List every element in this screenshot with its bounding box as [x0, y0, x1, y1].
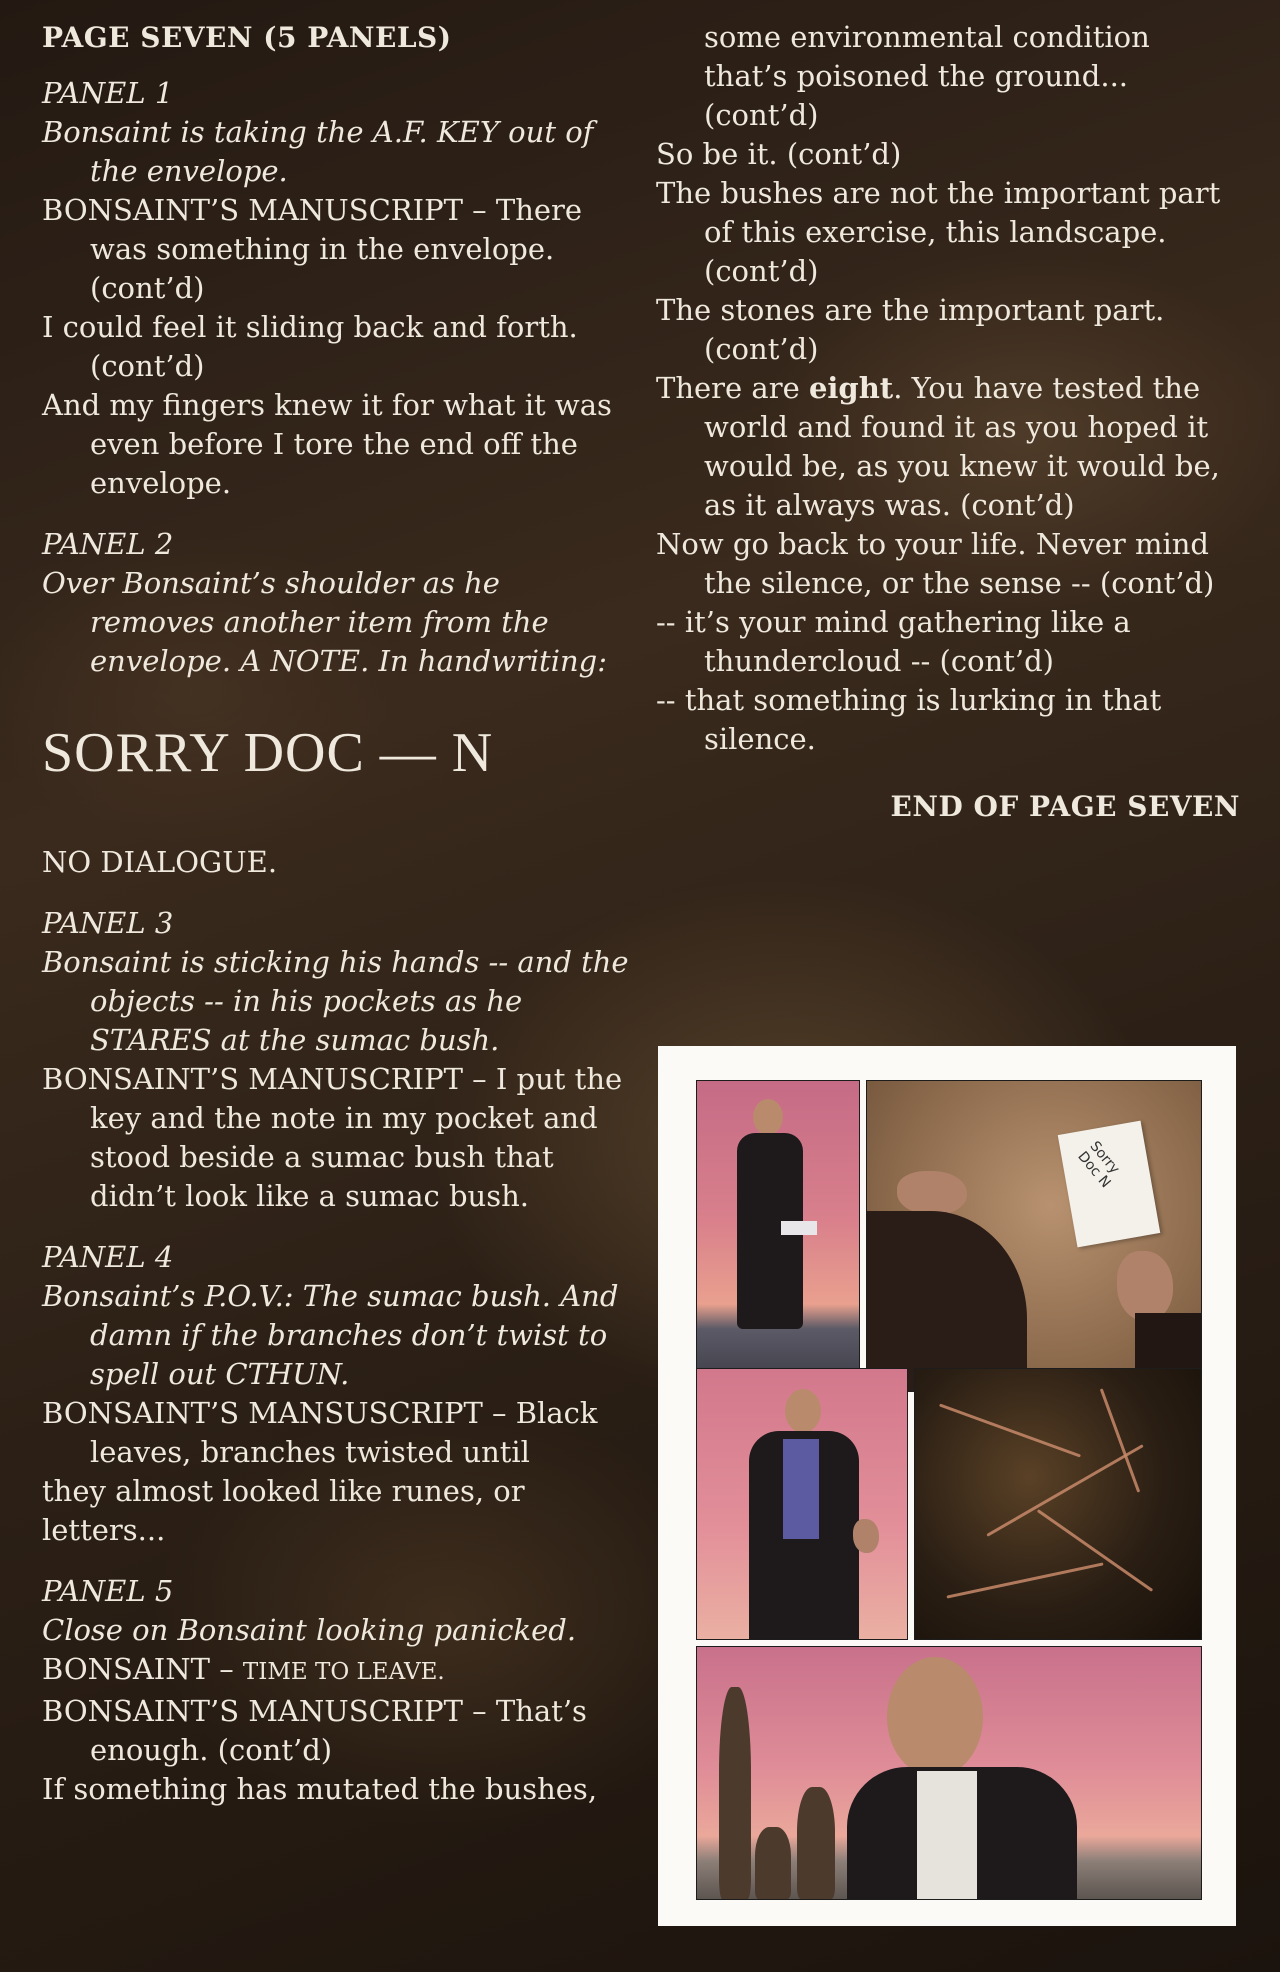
panel-3-line: BONSAINT’S MANUSCRIPT – I put the key and the note in my pocket and stood beside a sumac bush that didn’t look like a sumac bush. — [42, 1062, 623, 1213]
speaker: BONSAINT – — [42, 1652, 234, 1686]
speech: TIME TO LEAVE. — [242, 1659, 445, 1685]
panel-4-description: Bonsaint’s P.O.V.: The sumac bush. And damn if the branches don’t twist to spell out CTHUN. — [42, 1279, 619, 1391]
manuscript-line — [656, 369, 1240, 525]
manuscript-line: -- that something is lurking in that silence. — [656, 683, 1162, 756]
continued-line: some environmental condition that’s poisoned the ground... (cont’d) — [704, 20, 1150, 132]
comic-panel-2 — [866, 1080, 1202, 1392]
manuscript-line: Now go back to your life. Never mind the silence, or the sense -- (cont’d) — [656, 527, 1215, 600]
panel-2-description: Over Bonsaint’s shoulder as he removes another item from the envelope. A NOTE. In handwriting: — [42, 566, 608, 678]
left-column — [42, 18, 632, 1809]
manuscript-line: So be it. (cont’d) — [656, 137, 902, 171]
panel-5-line: If something has mutated the bushes, — [42, 1772, 598, 1806]
panel-1-line: BONSAINT’S MANUSCRIPT – There was something in the envelope. (cont’d) — [42, 193, 583, 305]
handwritten-note-text: SORRY DOC — N — [42, 722, 494, 784]
panel-4-label: PANEL 4 — [42, 1240, 174, 1274]
panel-5-line: BONSAINT’S MANUSCRIPT – That’s enough. (cont’d) — [42, 1694, 587, 1767]
panel-3-description: Bonsaint is sticking his hands -- and the objects -- in his pockets as he STARES at the sumac bush. — [42, 945, 629, 1057]
panel-1-line: I could feel it sliding back and forth. (cont’d) — [42, 310, 578, 383]
note-card-text: Sorry Doc N — [1074, 1138, 1123, 1192]
page-heading: PAGE SEVEN (5 PANELS) — [42, 21, 452, 54]
manuscript-line: The stones are the important part. (cont’d) — [656, 293, 1165, 366]
panel-4-line: BONSAINT’S MANSUSCRIPT – Black leaves, branches twisted until — [42, 1396, 598, 1469]
text-segment: . You have tested the world and found it as you hoped it would be, as you knew it would be, as it always was. (cont’d) — [704, 371, 1220, 522]
right-column — [656, 18, 1240, 855]
panel-5-label: PANEL 5 — [42, 1574, 174, 1608]
text-segment: There are — [656, 371, 809, 405]
panel-1-description: Bonsaint is taking the A.F. KEY out of the envelope. — [42, 115, 594, 188]
comic-page-art — [658, 1046, 1236, 1926]
comic-panel-3 — [696, 1368, 908, 1640]
note-card — [1058, 1121, 1161, 1248]
comic-panel-4 — [914, 1368, 1202, 1640]
panel-2-label: PANEL 2 — [42, 527, 174, 561]
panel-1-label: PANEL 1 — [42, 76, 174, 110]
comic-panel-1 — [696, 1080, 860, 1392]
panel-5-description: Close on Bonsaint looking panicked. — [42, 1613, 577, 1647]
panel-4-line: they almost looked like runes, or letters... — [42, 1474, 525, 1547]
panel-3-label: PANEL 3 — [42, 906, 174, 940]
comic-panel-5 — [696, 1646, 1202, 1900]
manuscript-line: -- it’s your mind gathering like a thundercloud -- (cont’d) — [656, 605, 1131, 678]
panel-5-dialogue — [42, 1650, 632, 1692]
emphasis: eight — [808, 371, 894, 405]
end-of-page: END OF PAGE SEVEN — [890, 790, 1240, 823]
manuscript-line: The bushes are not the important part of this exercise, this landscape. (cont’d) — [656, 176, 1221, 288]
no-dialogue: NO DIALOGUE. — [42, 845, 278, 879]
panel-1-line: And my fingers knew it for what it was even before I tore the end off the envelope. — [42, 388, 612, 500]
